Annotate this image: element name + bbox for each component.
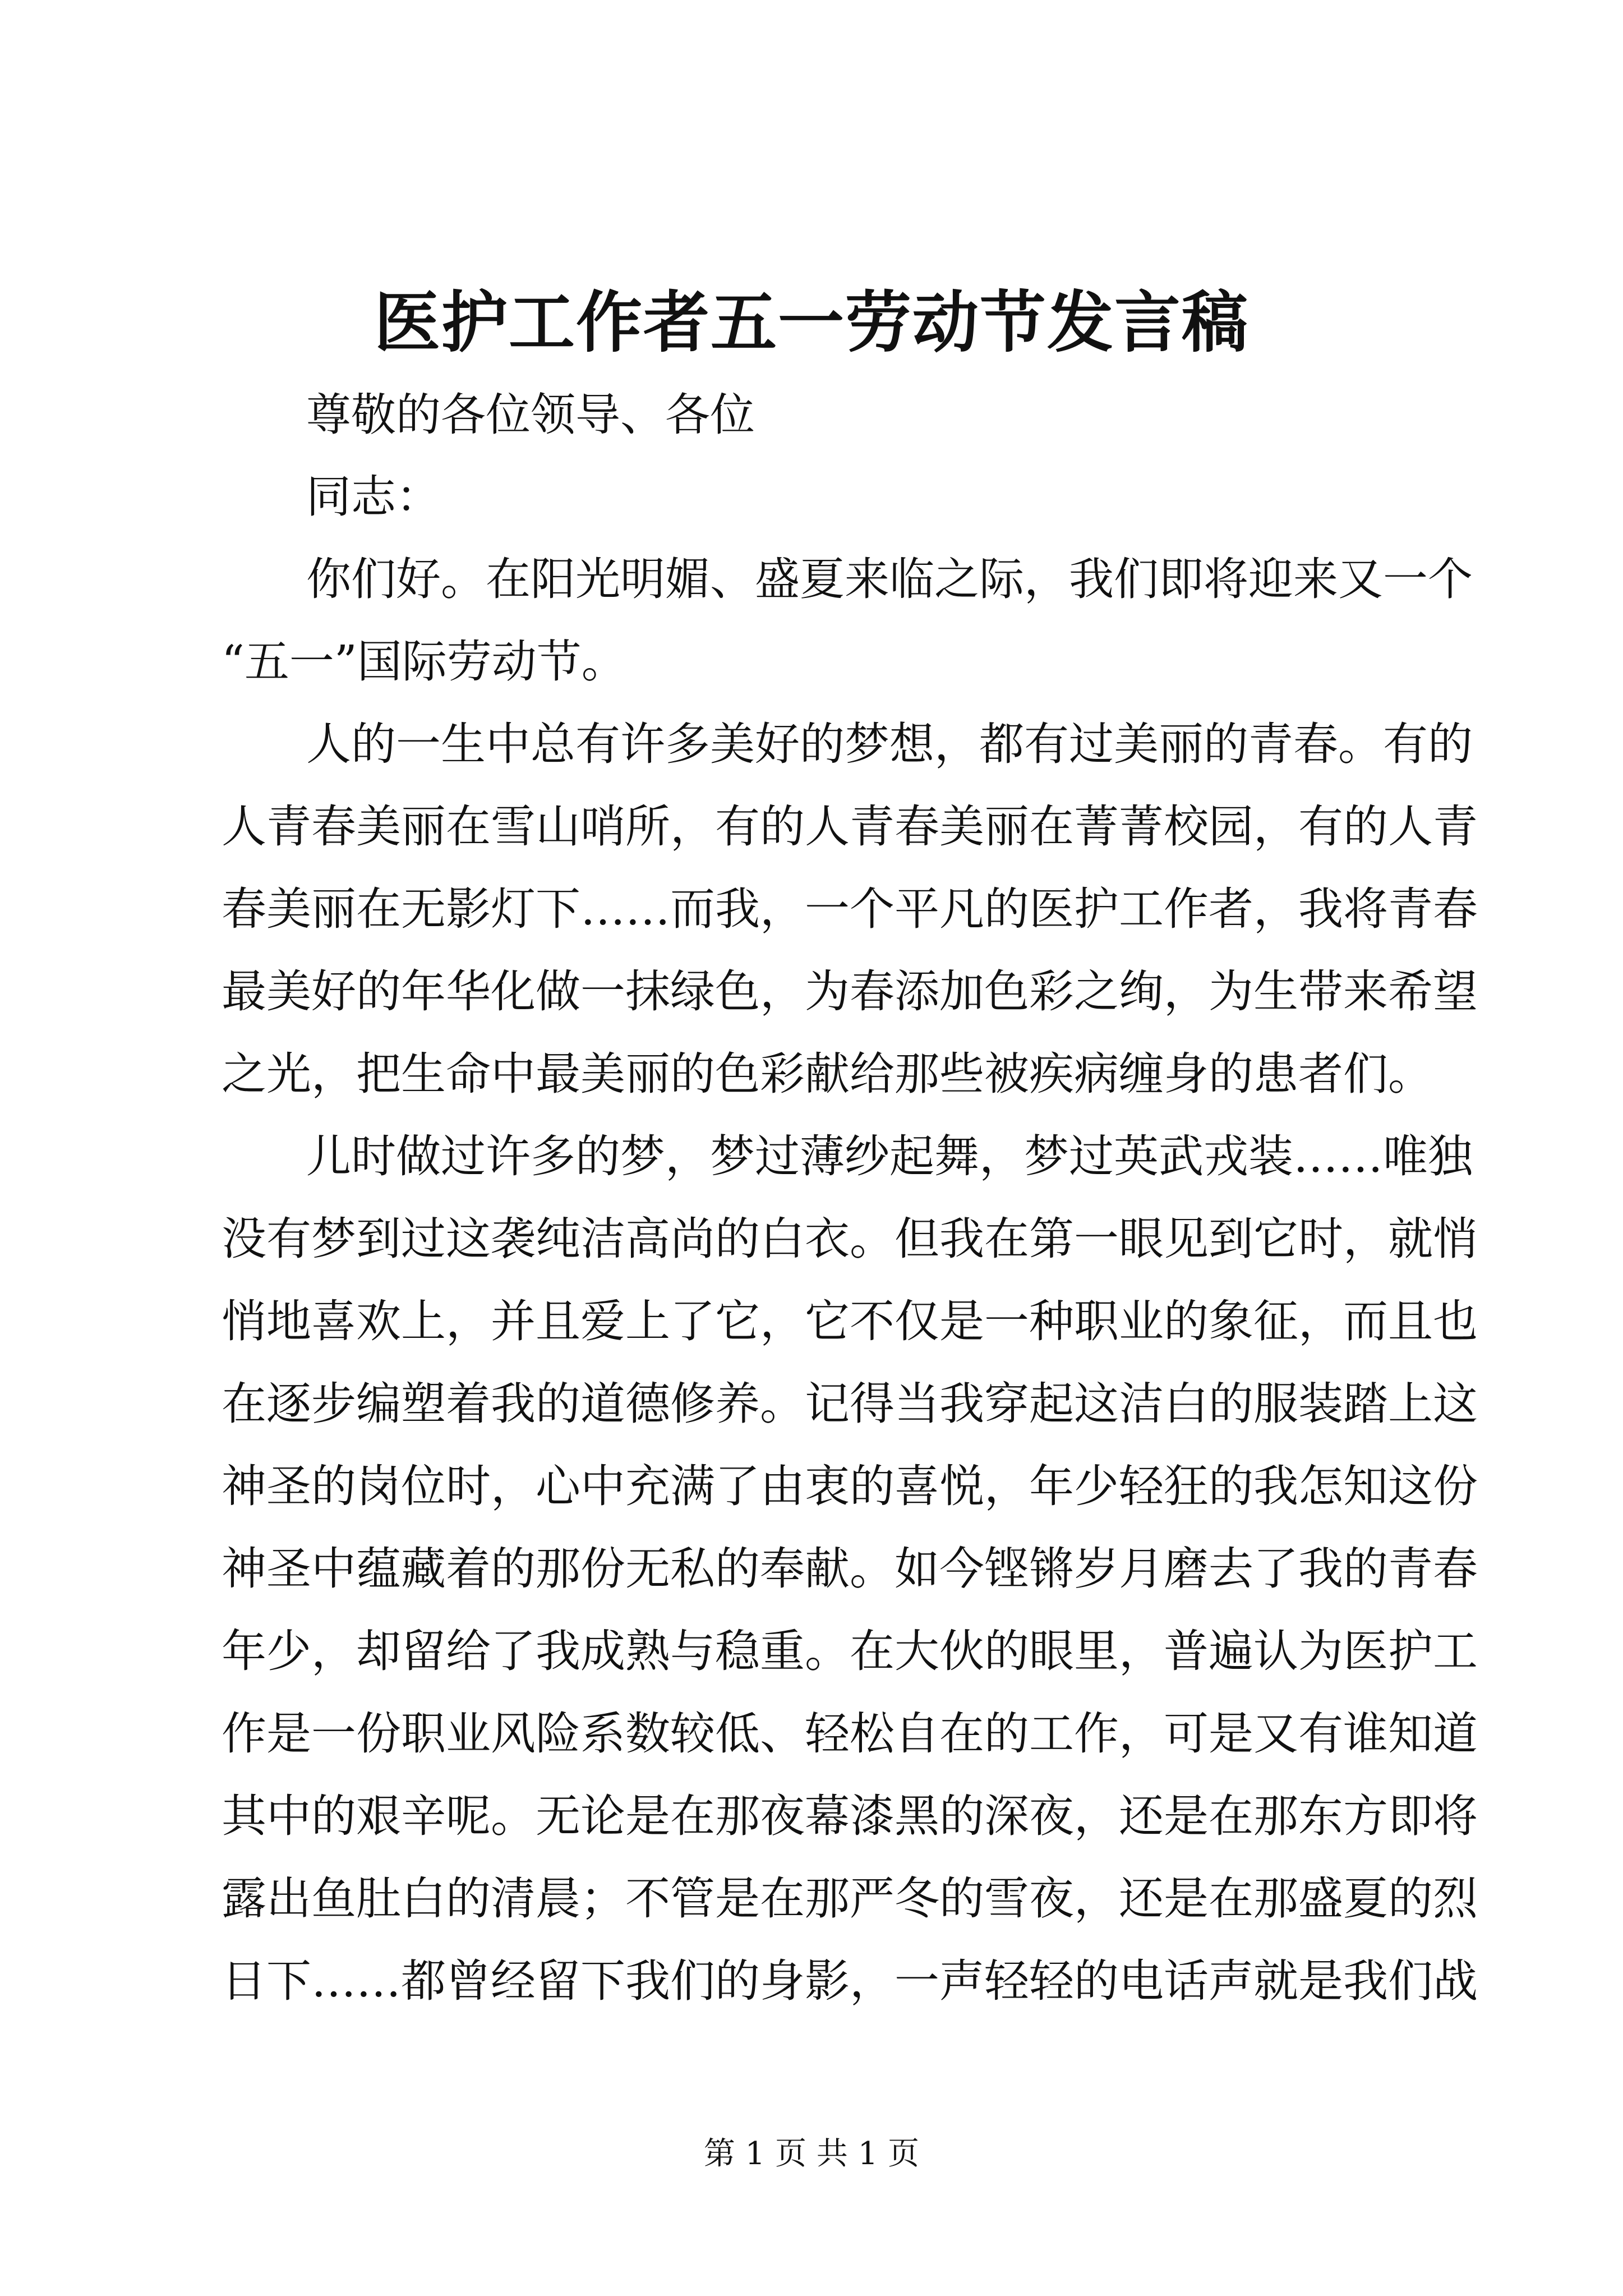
body-line: 在逐步编塑着我的道德修养。记得当我穿起这洁白的服装踏上这 [222,1378,1478,1430]
body-line: 悄地喜欢上，并且爱上了它，它不仅是一种职业的象征，而且也 [222,1295,1478,1347]
body-line: 人青春美丽在雪山哨所，有的人青春美丽在菁菁校园，有的人青 [222,800,1478,853]
body-line: 其中的艰辛呢。无论是在那夜幕漆黑的深夜，还是在那东方即将 [222,1790,1478,1842]
body-line: 神圣中蕴藏着的那份无私的奉献。如今铿锵岁月磨去了我的青春 [222,1543,1478,1595]
body-line: 没有梦到过这袭纯洁高尚的白衣。但我在第一眼见到它时，就悄 [222,1213,1478,1265]
body-line: 之光，把生命中最美丽的色彩献给那些被疾病缠身的患者们。 [222,1048,1433,1100]
body-line: 春美丽在无影灯下……而我，一个平凡的医护工作者，我将青春 [222,883,1478,935]
body-line: 人的一生中总有许多美好的梦想，都有过美丽的青春。有的 [306,718,1473,770]
salutation-line-1: 尊敬的各位领导、各位 [306,389,755,441]
document-title: 医护工作者五一劳动节发言稿 [374,283,1249,361]
body-line: “五一”国际劳动节。 [222,636,626,688]
page-footer: 第 1 页 共 1 页 [703,2136,920,2172]
body-line: 年少，却留给了我成熟与稳重。在大伙的眼里，普遍认为医护工 [222,1625,1478,1677]
body-line: 你们好。在阳光明媚、盛夏来临之际，我们即将迎来又一个 [306,553,1473,605]
body-line: 露出鱼肚白的清晨；不管是在那严冬的雪夜，还是在那盛夏的烈 [222,1872,1478,1925]
body-line: 最美好的年华化做一抹绿色，为春添加色彩之绚，为生带来希望 [222,965,1478,1018]
body-line: 儿时做过许多的梦，梦过薄纱起舞，梦过英武戎装……唯独 [306,1130,1473,1182]
body-line: 日下……都曾经留下我们的身影，一声轻轻的电话声就是我们战 [222,1955,1478,2007]
body-line: 神圣的岗位时，心中充满了由衷的喜悦，年少轻狂的我怎知这份 [222,1460,1478,1512]
body-line: 作是一份职业风险系数较低、轻松自在的工作，可是又有谁知道 [222,1708,1478,1760]
salutation-line-2: 同志： [306,471,441,523]
